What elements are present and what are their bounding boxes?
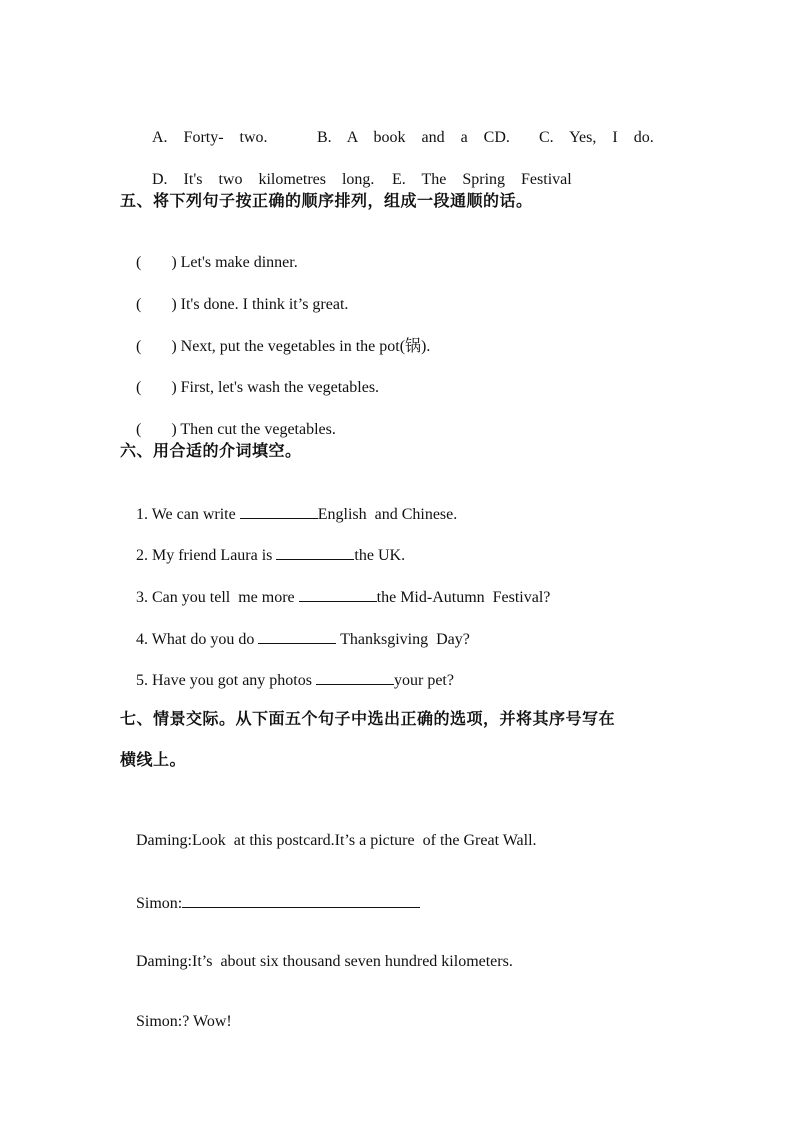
option-e: E. The Spring Festival	[392, 171, 572, 188]
fill-item: 3. Can you tell me more the Mid-Autumn Festival?	[120, 566, 550, 628]
option-b: B. A book and a CD.	[317, 129, 510, 146]
order-item: ( ) Let's make dinner.	[136, 254, 298, 271]
section-7-heading-line-1: 七、情景交际。从下面五个句子中选出正确的选项，并将其序号写在	[120, 709, 616, 728]
section-6-heading: 六、用合适的介词填空。	[120, 441, 302, 460]
speaker-name: Daming:	[136, 832, 192, 849]
answer-blank[interactable]	[316, 669, 394, 685]
option-c: C. Yes, I do.	[539, 129, 654, 146]
order-item: ( ) First, let's wash the vegetables.	[136, 379, 380, 396]
fill-item: 4. What do you do Thanksgiving Day?	[120, 608, 470, 670]
speaker-name: Simon:	[136, 895, 183, 912]
answer-blank[interactable]	[258, 628, 336, 644]
dialogue-line	[120, 872, 420, 934]
dialogue-text: Look at this postcard.It’s a picture of the Great Wall.	[192, 832, 537, 849]
answer-blank[interactable]	[182, 892, 420, 908]
fill-item: 1. We can write English and Chinese.	[120, 483, 457, 545]
section-7-heading-line-2: 横线上。	[120, 750, 187, 769]
fill-item: 2. My friend Laura is the UK.	[120, 524, 405, 586]
dialogue-text: ? Wow!	[182, 1013, 232, 1030]
dialogue-line	[120, 992, 232, 1052]
order-item: ( ) Next, put the vegetables in the pot(锅).	[136, 338, 431, 355]
order-item: ( ) Then cut the vegetables.	[136, 421, 336, 438]
option-a: A. Forty- two.	[152, 129, 268, 146]
answer-blank[interactable]	[276, 544, 354, 560]
dialogue-line	[120, 932, 513, 992]
answer-blank[interactable]	[240, 503, 318, 519]
option-d: D. It's two kilometres long.	[152, 171, 375, 188]
speaker-name: Daming:	[136, 953, 192, 970]
section-5-heading: 五、将下列句子按正确的顺序排列，组成一段通顺的话。	[120, 191, 533, 210]
dialogue-line	[120, 811, 537, 871]
speaker-name: Simon:	[136, 1013, 183, 1030]
answer-blank[interactable]	[299, 586, 377, 602]
order-item: ( ) It's done. I think it’s great.	[136, 296, 349, 313]
dialogue-text: It’s about six thousand seven hundred kilometers.	[192, 953, 513, 970]
fill-item: 5. Have you got any photos your pet?	[120, 649, 454, 711]
